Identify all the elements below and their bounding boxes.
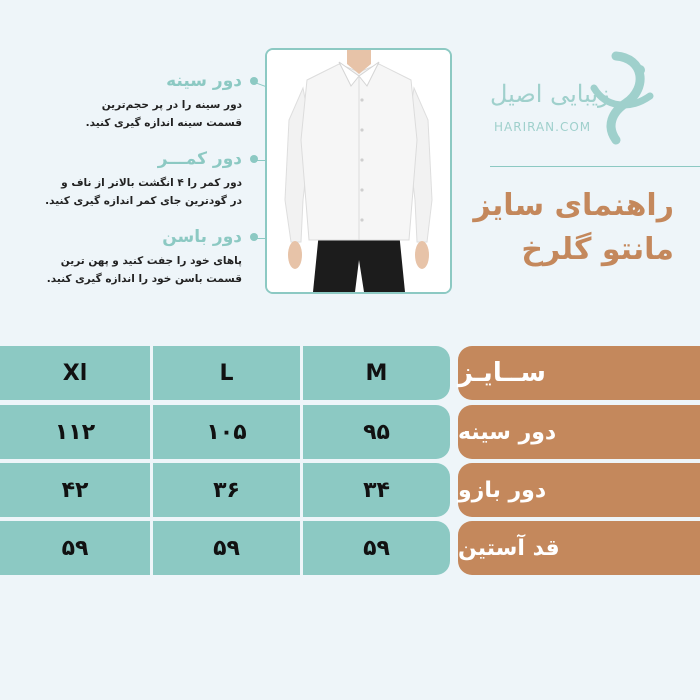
table-header-row — [0, 346, 700, 400]
header-cell: Xl — [62, 360, 88, 386]
row-cells — [0, 463, 450, 517]
table-cell: ۵۹ — [61, 535, 89, 561]
row-cells — [0, 521, 450, 575]
guide-description: پاهای خود را جفت کنید و پهن ترین قسمت باسن خود را اندازه گیری کنید. — [46, 255, 242, 285]
guide-title: دور کمـــر — [157, 149, 242, 169]
divider — [490, 166, 700, 167]
guide-title: دور سینه — [166, 71, 242, 91]
guide-hip — [47, 226, 242, 288]
guide-title: دور باسن — [162, 227, 242, 247]
header-cell: L — [150, 346, 300, 400]
table-cell: ۵۹ — [150, 521, 300, 575]
guide-description: دور کمر را ۴ انگشت بالاتر از ناف و در گودترین جای کمر اندازه گیری کنید. — [45, 177, 242, 207]
table-cell: ۳۴ — [300, 463, 450, 517]
row-label: ســایـز — [458, 346, 700, 400]
bullet-dot — [250, 155, 258, 163]
guide-description: دور سینه را در پر حجم‌ترین قسمت سینه اندازه گیری کنید. — [85, 99, 242, 129]
shirt-illustration — [267, 50, 450, 292]
table-cell: ۳۶ — [150, 463, 300, 517]
guide-waist — [45, 148, 242, 210]
guide-chest — [86, 70, 242, 132]
header-cells — [0, 346, 450, 400]
table-cell: ۱۰۵ — [150, 405, 300, 459]
table-row — [0, 521, 700, 575]
header-cell: M — [300, 346, 450, 400]
page-subtitle: مانتو گلرخ — [521, 232, 674, 267]
table-cell: ۹۵ — [300, 405, 450, 459]
row-cells — [0, 405, 450, 459]
brand-name: زیبایی اصیل — [490, 80, 610, 108]
row-label: قد آستین — [458, 521, 700, 575]
page-title: راهنمای سایز — [473, 188, 674, 223]
table-row — [0, 463, 700, 517]
bullet-dot — [250, 233, 258, 241]
table-cell: ۴۲ — [61, 477, 89, 503]
row-label: دور سینه — [458, 405, 700, 459]
row-label: دور بازو — [458, 463, 700, 517]
table-row — [0, 405, 700, 459]
table-cell: ۵۹ — [300, 521, 450, 575]
product-photo — [265, 48, 452, 294]
table-cell: ۱۱۲ — [54, 419, 96, 445]
brand-url: HARIRAN.COM — [494, 120, 592, 134]
